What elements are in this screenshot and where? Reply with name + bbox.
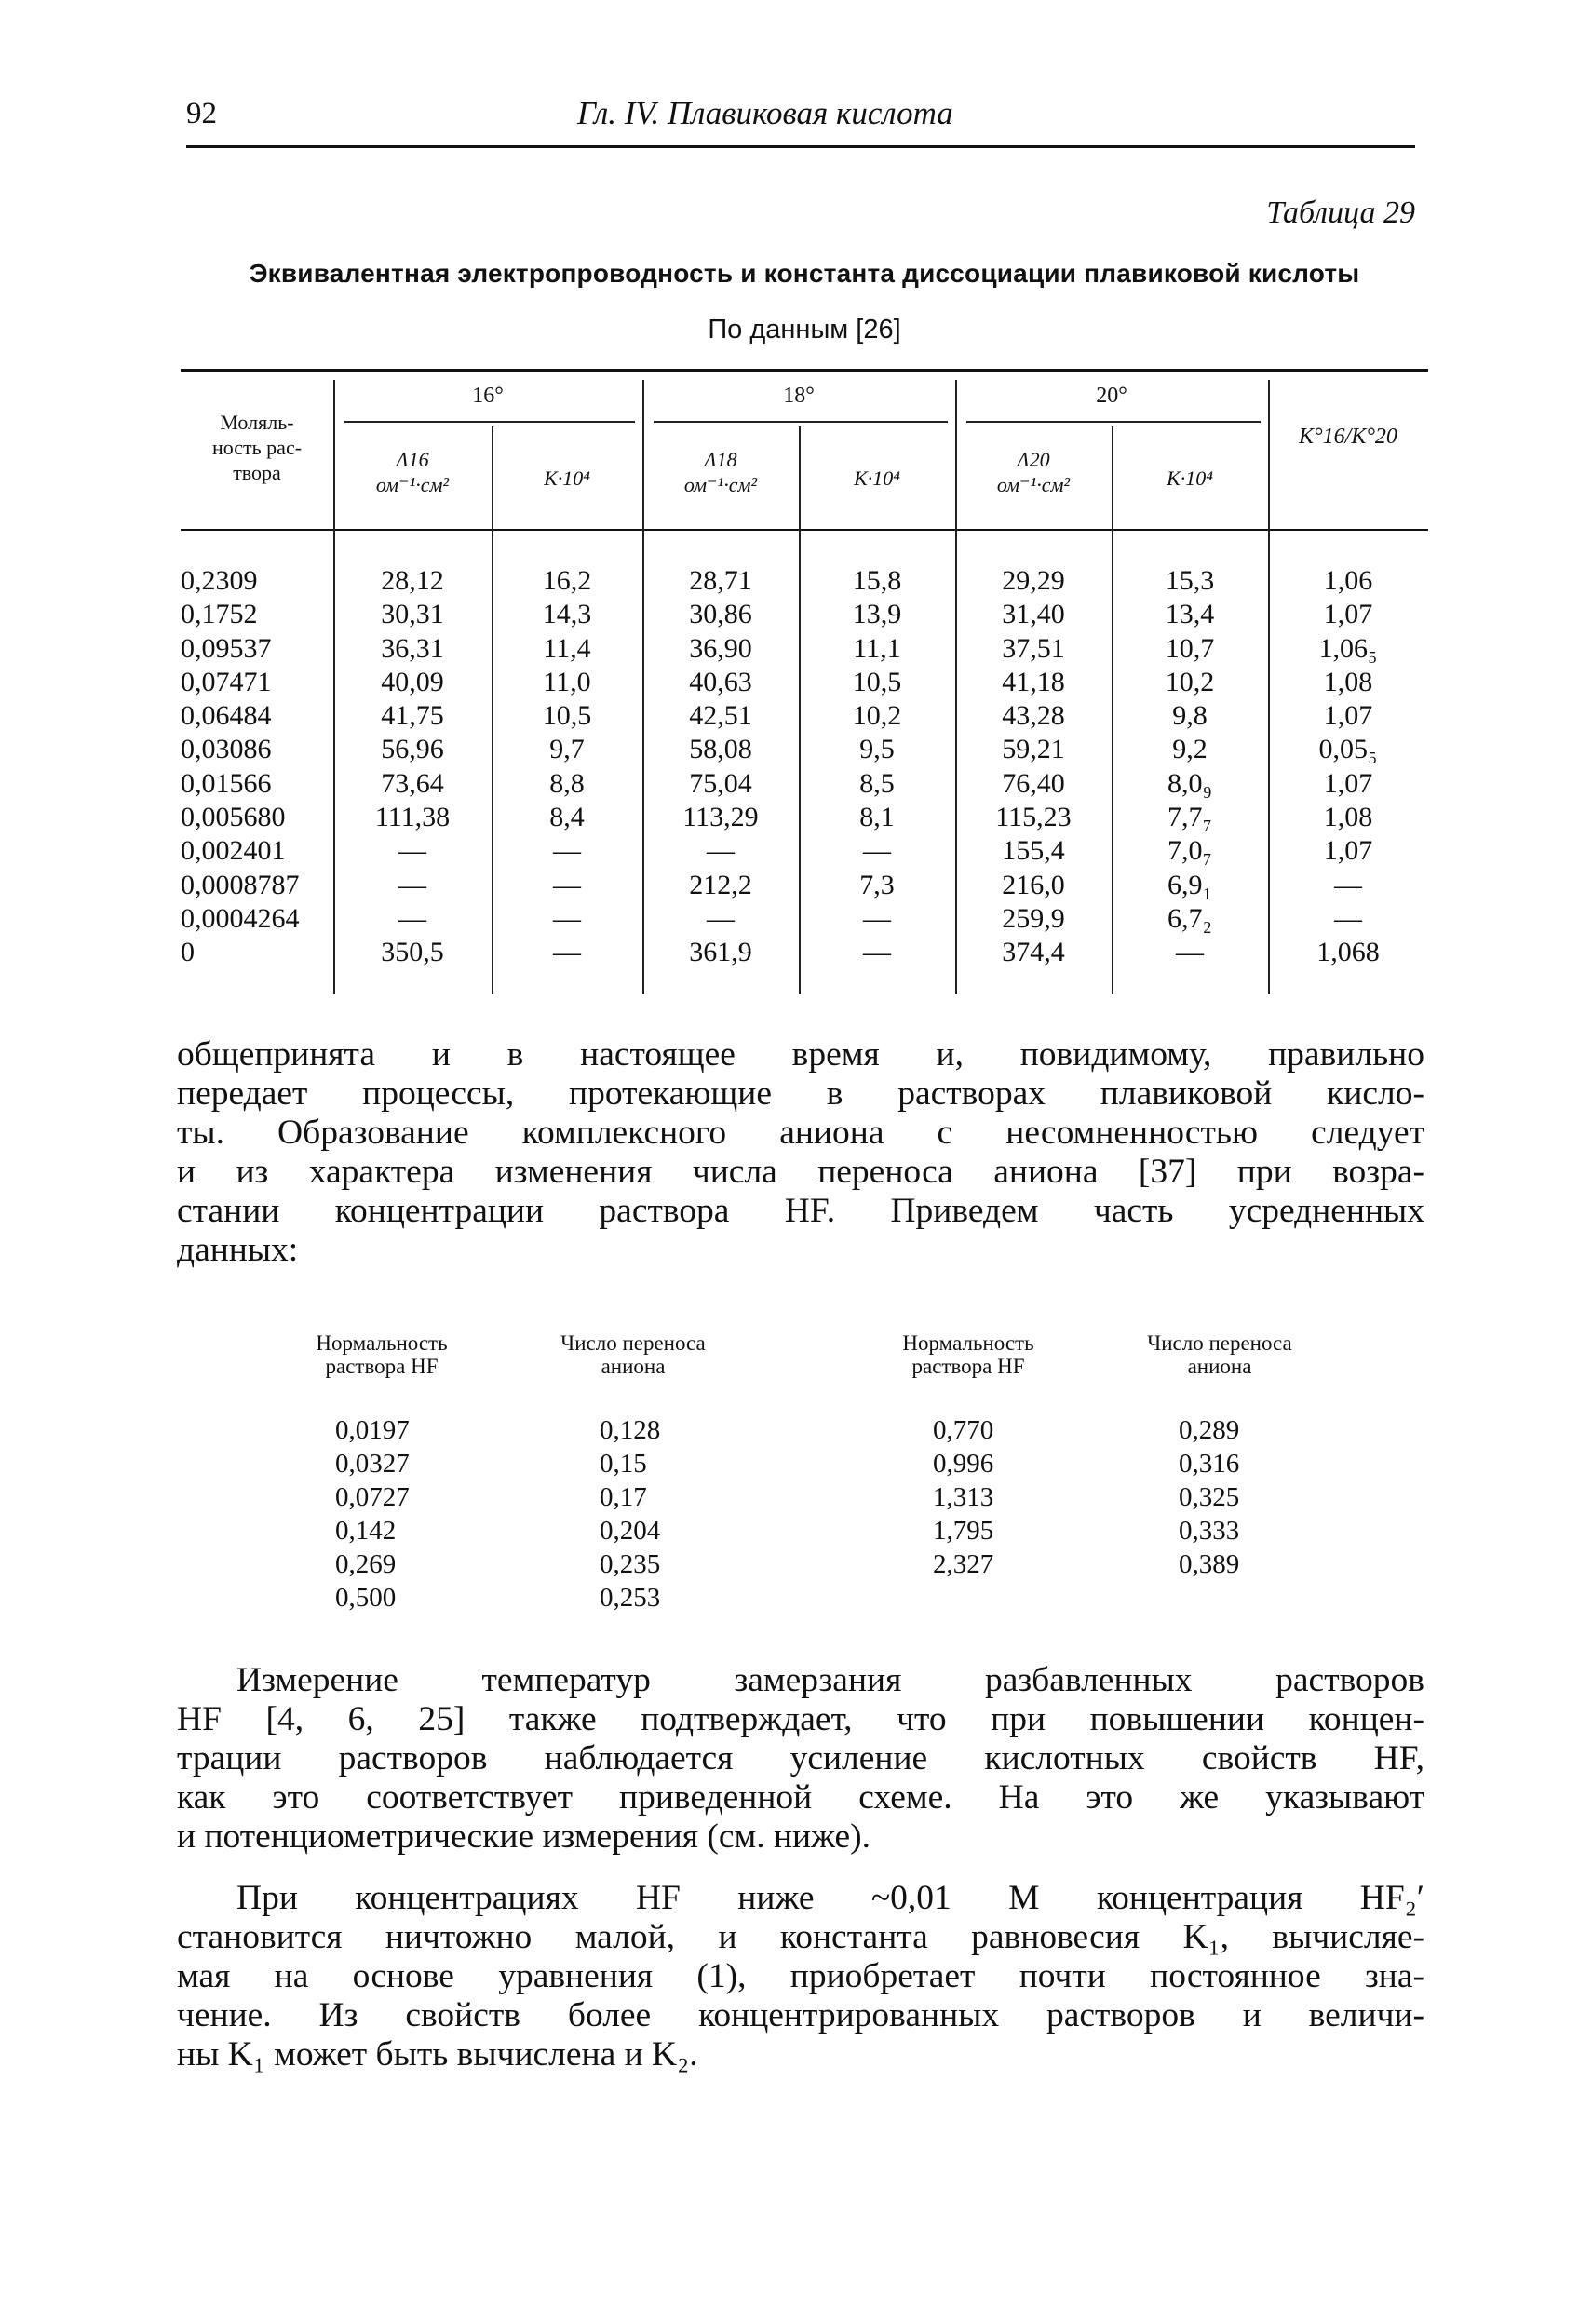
table-cell: 36,90 (689, 632, 752, 664)
table-cell: 29,29 (1002, 565, 1065, 596)
table-cell: 0,01566 (181, 767, 272, 799)
table-cell: 350,5 (381, 937, 444, 968)
table-cell: 43,28 (1002, 700, 1065, 732)
table-cell: 1,068 (1316, 937, 1380, 968)
table-cell: — (863, 902, 891, 934)
lambda16-header: Λ16 ом⁻¹·см² (375, 448, 450, 496)
lambda18-header: Λ18 ом⁻¹·см² (683, 448, 758, 496)
table-cell: 1,08 (1323, 802, 1373, 833)
k16-header: K·10⁴ (544, 466, 590, 490)
table-cell: 8,0₉ (1167, 767, 1212, 799)
text-line: общепринята и в настоящее время и, повидимому, правильно (177, 1035, 1424, 1074)
table-cell: 1,313 (933, 1482, 994, 1512)
table-cell: — (553, 902, 581, 934)
table-cell: 216,0 (1002, 869, 1065, 900)
left-transfer-column (600, 1413, 711, 1615)
table-cell: 115,23 (995, 802, 1072, 833)
table-cell: — (863, 937, 891, 968)
lambda16-column (333, 564, 492, 970)
table-cell: 13,4 (1165, 599, 1215, 630)
table-cell: — (553, 835, 581, 867)
table-cell: 76,40 (1002, 767, 1065, 799)
table-cell: 0,03086 (181, 734, 272, 765)
table-title: Эквивалентная электропроводность и константа диссоциации плавиковой кислоты (249, 259, 1360, 288)
running-header (186, 91, 1415, 145)
page-number: 92 (186, 97, 217, 130)
table-cell: 0,316 (1179, 1449, 1240, 1479)
table-cell: 10,5 (542, 700, 592, 732)
k20-column (1112, 564, 1268, 970)
table-cell: 10,2 (852, 700, 902, 732)
table-cell: — (398, 835, 426, 867)
table-cell: 59,21 (1002, 734, 1065, 765)
text-line: ны K₁ может быть вычислена и K₂. (177, 2035, 698, 2074)
table-cell: 0,0008787 (181, 869, 300, 900)
text-line: данных: (177, 1231, 299, 1269)
lambda20-column (955, 564, 1112, 970)
text-line: передает процессы, протекающие в растворах плавиковой кисло- (177, 1074, 1424, 1113)
table-cell: 14,3 (542, 599, 592, 630)
k18-header: K·10⁴ (854, 466, 900, 490)
table-cell: 374,4 (1002, 937, 1065, 968)
transfer-header: Число переноса аниона (560, 1331, 706, 1378)
transfer-number-table (279, 1331, 1341, 1629)
paragraph-3 (177, 1879, 1424, 2074)
table-cell: 11,1 (853, 632, 901, 664)
table-cell: — (1334, 869, 1362, 900)
ratio-header: K°16/K°20 (1299, 425, 1397, 449)
table-cell: 15,8 (852, 565, 902, 596)
text-line: и потенциометрические измерения (см. ниже). (177, 1817, 871, 1856)
table-cell: 0,142 (335, 1516, 397, 1546)
table-cell: 1,08 (1323, 666, 1373, 697)
table-cell: 1,06₅ (1318, 632, 1378, 664)
table-cell: 8,1 (859, 802, 895, 833)
header-rule (186, 145, 1415, 148)
paragraph-1 (177, 1035, 1424, 1270)
table-cell: 11,4 (543, 632, 591, 664)
table-cell: 8,5 (859, 767, 895, 799)
table-cell: 15,3 (1165, 565, 1215, 596)
table-cell: 28,12 (381, 565, 444, 596)
table-cell: 7,7₇ (1167, 802, 1212, 833)
table-cell: 0,128 (600, 1415, 661, 1445)
text-line: становится ничтожно малой, и константа равновесия K₁, вычисляе- (177, 1918, 1424, 1956)
table-cell: 0,07471 (181, 666, 272, 697)
table-cell: 0,500 (335, 1583, 397, 1613)
table-cell: 0,253 (600, 1583, 661, 1613)
table-cell: — (553, 937, 581, 968)
table-cell: 6,7₂ (1167, 902, 1212, 934)
table-cell: 0,06484 (181, 700, 272, 732)
table-cell: 11,0 (543, 666, 591, 697)
normality-header: Нормальность раствора HF (316, 1331, 448, 1378)
table-cell: 0,05₅ (1318, 734, 1378, 765)
k20-header: K·10⁴ (1167, 466, 1213, 490)
table-cell: 0,15 (600, 1449, 647, 1479)
left-normality-column (335, 1413, 447, 1615)
right-normality-column (933, 1413, 1045, 1581)
table-cell: 8,4 (549, 802, 585, 833)
text-line: как это соответствует приведенной схеме. На это же указывают (177, 1778, 1424, 1817)
table-cell: 16,2 (542, 565, 592, 596)
table-cell: — (398, 902, 426, 934)
table-cell: 42,51 (689, 700, 752, 732)
temp-group-rule (344, 421, 635, 423)
table-cell: 0,002401 (181, 835, 286, 867)
table-cell: 212,2 (689, 869, 752, 900)
table-cell: 1,07 (1323, 835, 1373, 867)
table-cell: 10,7 (1165, 632, 1215, 664)
table-cell: 0,235 (600, 1549, 661, 1579)
table-cell: 9,2 (1172, 734, 1208, 765)
temp-group-rule (654, 421, 948, 423)
table-cell: 8,8 (549, 767, 585, 799)
normality-header: Нормальность раствора HF (902, 1331, 1034, 1378)
table-cell: 37,51 (1002, 632, 1065, 664)
table-cell: — (553, 869, 581, 900)
table-cell: 41,75 (381, 700, 444, 732)
transfer-header: Число переноса аниона (1147, 1331, 1292, 1378)
table-cell: 0,269 (335, 1549, 397, 1579)
text-line: и из характера изменения числа переноса аниона [37] при возра- (177, 1153, 1424, 1191)
table-cell: 1,07 (1323, 700, 1373, 732)
table-cell: 7,0₇ (1167, 835, 1212, 867)
table-cell: 155,4 (1002, 835, 1065, 867)
table-cell: 9,7 (549, 734, 585, 765)
table-cell: 13,9 (852, 599, 902, 630)
table-cell: 41,18 (1002, 666, 1065, 697)
table-cell: 0,325 (1179, 1482, 1240, 1512)
table-cell: — (1334, 902, 1362, 934)
text-line: стании концентрации раствора HF. Приведем часть усредненных (177, 1192, 1424, 1230)
temp-16-header: 16° (472, 384, 504, 408)
table-cell: 0 (181, 937, 195, 968)
table-cell: 40,09 (381, 666, 444, 697)
table-cell: 7,3 (859, 869, 895, 900)
table-cell: 0,289 (1179, 1415, 1240, 1445)
table-cell: — (707, 835, 735, 867)
text-line: ты. Образование комплексного аниона с несомненностью следует (177, 1114, 1424, 1152)
table-cell: 28,71 (689, 565, 752, 596)
table-top-rule (181, 369, 1428, 372)
lambda18-column (642, 564, 799, 970)
table-cell: 1,795 (933, 1516, 994, 1546)
text-line: чение. Из свойств более концентрированных растворов и величи- (177, 1996, 1424, 2034)
temp-20-header: 20° (1096, 384, 1127, 408)
table-cell: 73,64 (381, 767, 444, 799)
table-cell: 9,8 (1172, 700, 1208, 732)
table-cell: 0,0327 (335, 1449, 410, 1479)
table-cell: 75,04 (689, 767, 752, 799)
molality-header: Моляль- ность рас- твора (211, 411, 303, 484)
table-cell: 30,31 (381, 599, 444, 630)
temp-18-header: 18° (783, 384, 815, 408)
table-cell: 9,5 (859, 734, 895, 765)
table-cell: 6,9₁ (1167, 869, 1212, 900)
table-cell: 56,96 (381, 734, 444, 765)
table-cell: — (707, 902, 735, 934)
table-cell: 0,389 (1179, 1549, 1240, 1579)
table-cell: 361,9 (689, 937, 752, 968)
table-cell: 1,06 (1323, 565, 1373, 596)
molality-column (181, 564, 333, 970)
table-cell: 1,07 (1323, 599, 1373, 630)
table-cell: 31,40 (1002, 599, 1065, 630)
table-cell: 0,333 (1179, 1516, 1240, 1546)
table-cell: — (863, 835, 891, 867)
temp-group-rule (966, 421, 1261, 423)
table-label: Таблица 29 (1266, 196, 1415, 230)
text-line: Измерение температур замерзания разбавленных растворов (236, 1661, 1424, 1699)
lambda20-header: Λ20 ом⁻¹·см² (996, 448, 1071, 496)
table-cell: 0,770 (933, 1415, 994, 1445)
running-title: Гл. IV. Плавиковая кислота (577, 95, 953, 131)
table-cell: 10,2 (1165, 666, 1215, 697)
table-cell: 0,204 (600, 1516, 661, 1546)
table-cell: 0,09537 (181, 632, 272, 664)
ratio-column (1268, 564, 1428, 970)
table-cell: 0,0727 (335, 1482, 410, 1512)
text-line: HF [4, 6, 25] также подтверждает, что при повышении концен- (177, 1700, 1424, 1738)
text-line: трации растворов наблюдается усиление кислотных свойств HF, (177, 1739, 1424, 1777)
table-cell: 0,17 (600, 1482, 647, 1512)
table-header-rule (181, 529, 1428, 531)
table-cell: 0,1752 (181, 599, 258, 630)
text-line: При концентрациях HF ниже ~0,01 M концентрация HF₂′ (236, 1879, 1424, 1917)
table-cell: — (398, 869, 426, 900)
table-cell: — (1176, 937, 1204, 968)
table-cell: 0,0197 (335, 1415, 410, 1445)
paragraph-2 (177, 1661, 1424, 1857)
right-transfer-column (1179, 1413, 1290, 1581)
k16-column (492, 564, 642, 970)
table-cell: 36,31 (381, 632, 444, 664)
table-cell: 30,86 (689, 599, 752, 630)
table-cell: 0,005680 (181, 802, 286, 833)
table-cell: 1,07 (1323, 767, 1373, 799)
table-cell: 40,63 (689, 666, 752, 697)
table-cell: 113,29 (682, 802, 759, 833)
table-cell: 10,5 (852, 666, 902, 697)
k18-column (799, 564, 955, 970)
table-cell: 0,2309 (181, 565, 258, 596)
text-line: мая на основе уравнения (1), приобретает почти постоянное зна- (177, 1957, 1424, 1995)
table-cell: 111,38 (374, 802, 451, 833)
table-cell: 0,996 (933, 1449, 994, 1479)
table-subtitle: По данным [26] (708, 315, 901, 345)
table-cell: 259,9 (1002, 902, 1065, 934)
table-cell: 0,0004264 (181, 902, 300, 934)
table-cell: 2,327 (933, 1549, 994, 1579)
table-cell: 58,08 (689, 734, 752, 765)
